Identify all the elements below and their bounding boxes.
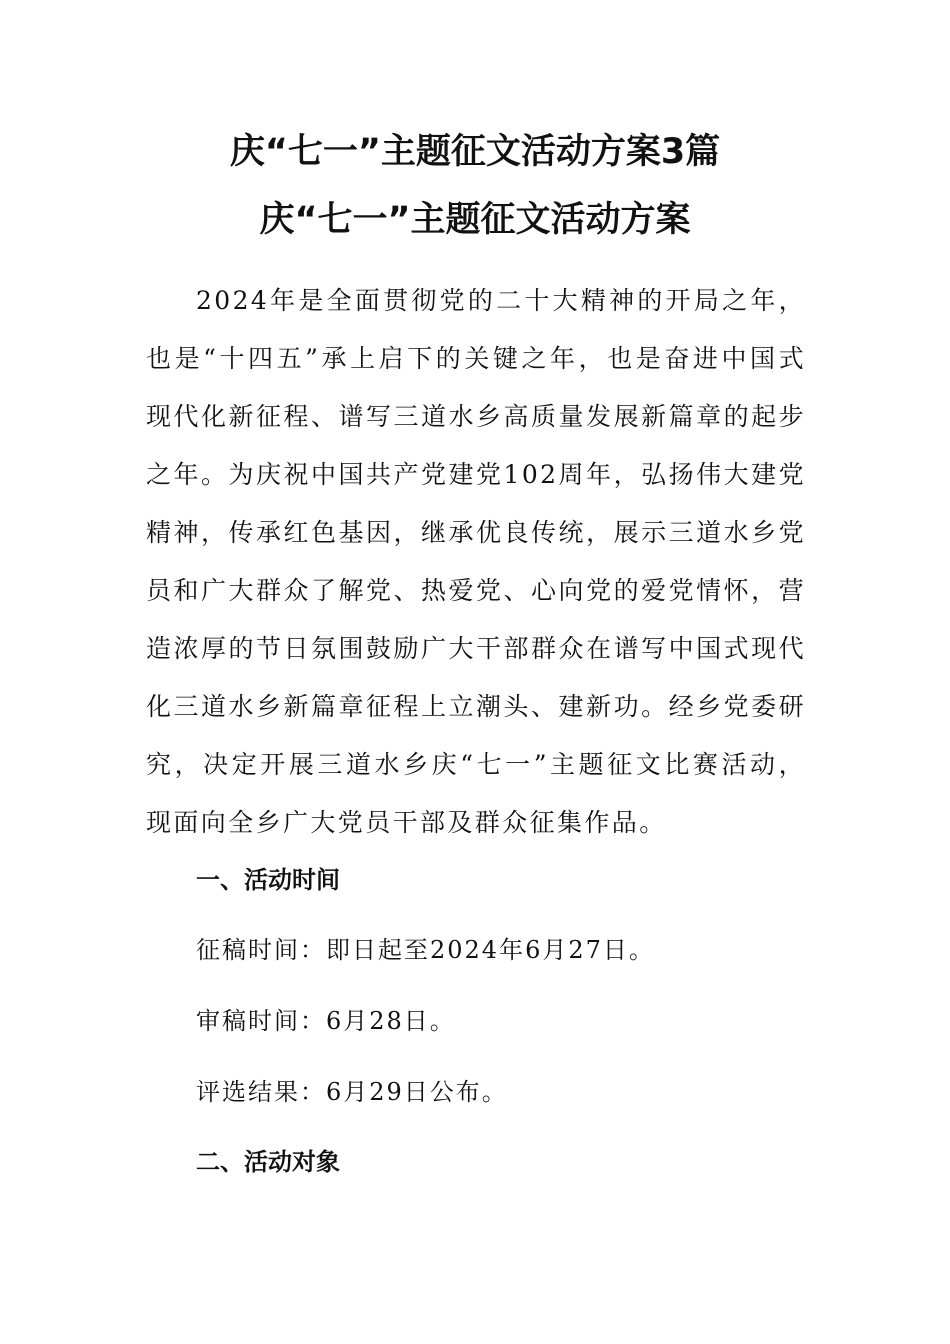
document-title: 庆“七一”主题征文活动方案3篇 [229,132,721,172]
review-period-line: 审稿时间：6月28日。 [196,1007,456,1035]
submission-period-line: 征稿时间：即日起至2024年6月27日。 [196,936,655,964]
intro-paragraph: 2024年是全面贯彻党的二十大精神的开局之年，也是“十四五”承上启下的关键之年，也是奋进中国式现代化新征程、谱写三道水乡高质量发展新篇章的起步之年。为庆祝中国共产党建党102周年，弘扬伟大建党精神，传承红色基因，继承优良传统，展示三道水乡党员和广大群众了解党、热爱党、心向党的爱党情怀，营造浓厚的节日氛围鼓励广大干部群众在谱写中国式现代化三道水乡新篇章征程上立潮头、建新功。经乡党委研究，决定开展三道水乡庆“七一”主题征文比赛活动，现面向全乡广大党员干部及群众征集作品。 [146,286,806,837]
section-heading-time: 一、活动时间 [196,866,340,894]
section-heading-participants: 二、活动对象 [196,1148,340,1176]
document-subtitle: 庆“七一”主题征文活动方案 [259,200,691,240]
results-announcement-line: 评选结果：6月29日公布。 [196,1078,508,1106]
